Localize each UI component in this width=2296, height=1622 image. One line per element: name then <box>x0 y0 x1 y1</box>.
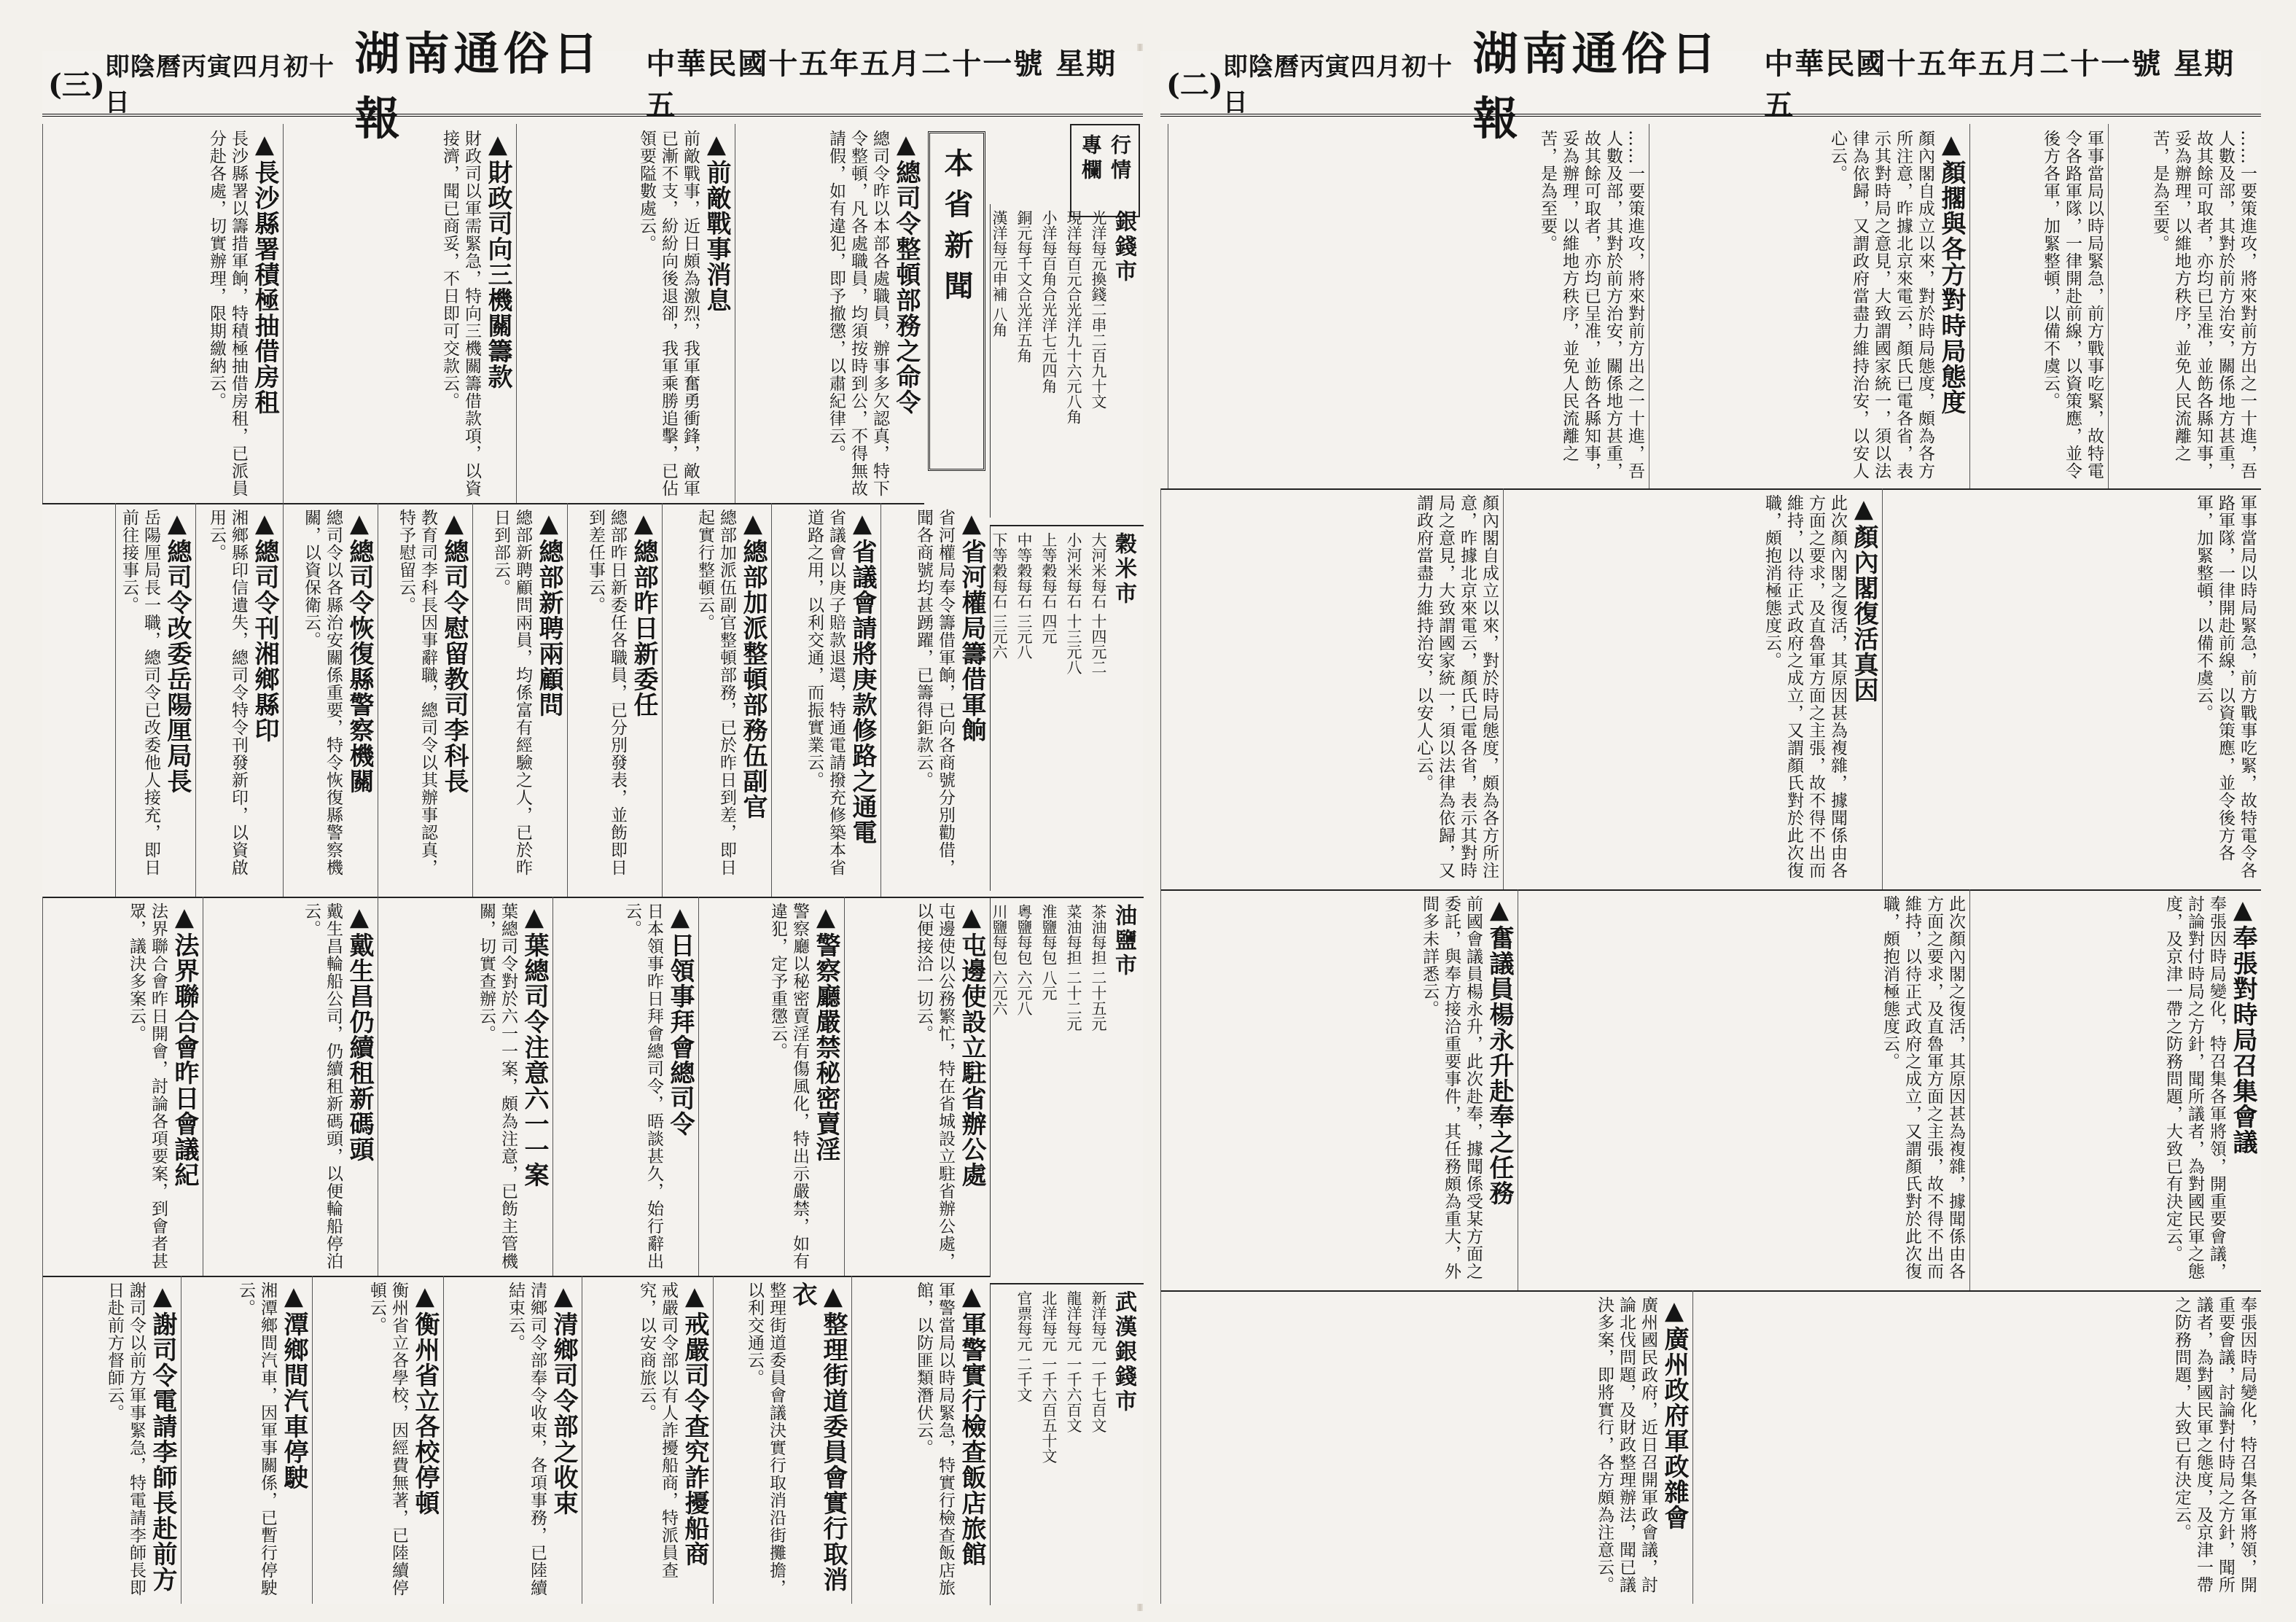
article-headline: ▲總司令恢復縣警察機關 <box>345 509 374 794</box>
article-column <box>1649 124 1969 488</box>
article-column <box>312 1276 443 1604</box>
article-text: 顏內閣自成立以來，對於時局態度，頗為各方所注意，昨據北京來電云，顏氏已電各省，表示其對時局之意見，大致謂國家統一，須以法律為依歸，又謂政府當盡力維持治安，以安人心云。 <box>1414 494 1499 879</box>
article-headline: ▲前敵戰事消息 <box>702 130 731 313</box>
article-column <box>1503 488 1882 889</box>
article-column <box>42 124 283 503</box>
article-text: 奉張因時局變化，特召集各軍將領，開重要會議，討論對付時局之方針，聞所議者，為對國民軍之態度，及京津一帶之防務問題，大致已有決定云。 <box>2163 895 2226 1280</box>
article-text: 軍事當局以時局緊急，前方戰事吃緊，故特電令各路軍隊，一律開赴前線，以資策應，並令後方各軍，加緊整頓，以備不虞云。 <box>2194 494 2257 879</box>
article-column <box>443 1276 582 1604</box>
market-row: 菜油每担 二十二元 <box>1065 904 1082 1032</box>
article-column <box>1969 124 2108 488</box>
silver-market <box>990 204 1144 518</box>
article-headline: ▲總司令改委岳陽厘局長 <box>163 509 192 794</box>
article-headline: ▲顏內閣復活真因 <box>1849 494 1878 703</box>
article-text: 總司令以各縣治安關係重要，特令恢復縣警察機關，以資保衛云。 <box>302 509 343 876</box>
article-text: 軍警當局以時局緊急，特實行檢查飯店旅館，以防匪類潛伏云。 <box>914 1282 955 1596</box>
news-band-top <box>42 124 924 504</box>
article-text: 總部新聘顧問兩員，均係富有經驗之人，已於昨日到部云。 <box>491 509 532 876</box>
article-text: 屯邊使以公務繁忙，特在省城設立駐省辦公處，以便接洽一切云。 <box>914 902 955 1270</box>
article-text: 教育司李科長因事辭職，總司令以其辦事認真，特予慰留云。 <box>397 509 437 876</box>
market-row: 粵鹽每包 六元八 <box>1015 904 1033 1016</box>
article-column <box>735 124 924 503</box>
article-text: 總司令昨以本部各處職員，辦事多欠認真，特下令整頓，凡各處職員，均須按時到公，不得無故請假，如有違犯，即予撤懲，以肅紀律云。 <box>827 130 889 497</box>
article-column <box>516 124 735 503</box>
article-column <box>1168 124 1649 488</box>
article-headline: ▲廣州政府軍政雜會 <box>1660 1296 1689 1530</box>
oil-salt-market <box>990 897 1144 1277</box>
article-text: 前敵戰事，近日頗為激烈，我軍奮勇衝鋒，敵軍已漸不支，紛紛向後退卻，我軍乘勝追擊，已佔領要隘數處云。 <box>637 130 700 497</box>
news-band-second <box>42 503 990 898</box>
article-headline: ▲謝司令電請李師長赴前方 <box>148 1282 177 1592</box>
article-column <box>472 503 567 897</box>
article-column <box>713 1276 851 1604</box>
article-text: 總部加派伍副官整頓部務，已於昨日到差，即日起實行整頓云。 <box>695 509 736 876</box>
page-three-body <box>42 124 1143 1604</box>
article-column <box>662 503 771 897</box>
market-title: 武漢銀錢市 <box>1111 1290 1136 1414</box>
page-two <box>1160 27 2261 1604</box>
article-column <box>115 503 195 897</box>
page-three <box>42 27 1143 1604</box>
article-column <box>378 897 552 1276</box>
article-column <box>1160 1290 1692 1604</box>
market-title: 銀錢市 <box>1111 210 1136 284</box>
article-column <box>1882 488 2261 889</box>
article-column <box>283 124 516 503</box>
article-column <box>42 1276 181 1604</box>
news-band-third <box>42 897 990 1277</box>
market-row: 淮鹽每包 八元 <box>1040 904 1058 1001</box>
article-text: 湘潭鄉間汽車，因軍事關係，已暫行停駛云。 <box>236 1282 277 1596</box>
article-headline: ▲奮議員楊永升赴奉之任務 <box>1485 895 1514 1206</box>
article-column <box>283 503 378 897</box>
market-row: 大河米每石 十四元二 <box>1090 532 1107 675</box>
market-row: 新洋每元 一千七百文 <box>1090 1290 1107 1433</box>
article-text: ……一要策進攻，將來對前方出之一十進，吾人數及部，其對於前方治安，關係地方甚重，故其餘可取者，亦均已呈准，並飭各縣知事，妥為辦理，以維地方秩序，並免人民流離之苦，是為至要。 <box>1538 130 1644 480</box>
article-text: 廣州國民政府，近日召開軍政會議，討論北伐問題，及財政整理辦法，聞已議決多案，即將實行，各方頗為注意云。 <box>1595 1296 1657 1594</box>
lunar-date: 即陰曆丙寅四月初十日 <box>1222 52 1453 117</box>
market-row: 龍洋每元 一千六百文 <box>1065 1290 1082 1433</box>
article-text: 奉張因時局變化，特召集各軍將領，開重要會議，討論對付時局之方針，聞所議者，為對國民軍之態度，及京津一帶之防務問題，大致已有決定云。 <box>2172 1296 2257 1594</box>
article-text: 法界聯合會昨日開會，討論各項要案，到會者甚眾，議決多案云。 <box>127 902 168 1270</box>
gregorian-date: 中華民國十五年五月二十一號 星期五 <box>646 47 1117 122</box>
article-headline: ▲總部昨日新委任 <box>629 509 658 717</box>
paper-name: 湖南通俗日報 <box>1472 27 1721 145</box>
article-column <box>1692 1290 2261 1604</box>
article-headline: ▲長沙縣署積極抽借房租 <box>250 130 279 415</box>
article-headline: ▲衡州省立各校停頓 <box>410 1282 440 1516</box>
local-news-area <box>42 124 990 1604</box>
market-row: 中等穀每石 三元八 <box>1015 532 1033 660</box>
article-text: 長沙縣署以籌措軍餉，特積極抽借房租，已派員分赴各處，切實辦理，限期繳納云。 <box>207 130 248 497</box>
masthead-page-three <box>42 27 1143 145</box>
band-top <box>1160 124 2261 490</box>
market-row: 小河米每石 十三元八 <box>1065 532 1082 675</box>
article-text: ……一要策進攻，將來對前方出之一十進，吾人數及部，其對於前方治安，關係地方甚重，故其餘可取者，亦均已呈准，並飭各縣知事，妥為辦理，以維地方秩序，並免人民流離之苦，是為至要。 <box>2150 130 2257 480</box>
market-row: 光洋每元換錢二串二百九十文 <box>1090 210 1107 409</box>
market-row: 北洋每元 一千六百五十文 <box>1040 1290 1058 1464</box>
article-headline: ▲屯邊使設立駐省辦公處 <box>957 902 986 1188</box>
article-headline: ▲總部新聘兩顧問 <box>534 509 563 717</box>
article-text: 此次顏內閣之復活，其原因甚為複雜，據聞係由各方面之要求，及直魯軍方面之主張，故不得不出而維持，以待正式政府之成立，又謂顏氏對於此次復職，頗抱消極態度云。 <box>1881 895 1965 1280</box>
article-headline: ▲清鄉司令部之收束 <box>549 1282 578 1516</box>
article-text: 財政司以軍需緊急，特向三機關籌借款項，以資接濟，聞已商妥，不日即可交款云。 <box>440 130 481 497</box>
article-headline: ▲總司令慰留教司李科長 <box>440 509 469 794</box>
article-column <box>195 503 283 897</box>
article-text: 湘鄉縣印信遺失，總司令特令刊發新印，以資啟用云。 <box>207 509 248 876</box>
page-number: (三) <box>48 67 105 102</box>
article-column <box>2108 124 2261 488</box>
rice-market <box>990 525 1144 891</box>
article-text: 衡州省立各學校，因經費無著，已陸續停頓云。 <box>367 1282 408 1596</box>
article-headline: ▲財政司向三機關籌款 <box>483 130 512 389</box>
article-column <box>851 1276 990 1604</box>
article-text: 總部昨日新委任各職員，已分別發表，並飭即日到差任事云。 <box>586 509 627 876</box>
article-headline: ▲葉總司令注意六一一案 <box>520 902 549 1188</box>
article-column <box>42 897 203 1276</box>
band-third <box>1160 889 2261 1292</box>
article-headline: ▲警察廳嚴禁秘密賣淫 <box>811 902 840 1162</box>
article-headline: ▲日領事拜會總司令 <box>665 902 695 1136</box>
market-row: 川鹽每包 六元六 <box>991 904 1008 1016</box>
article-text: 省議會以庚子賠款退還，特通電請撥充修築本省道路之用，以利交通，而振實業云。 <box>805 509 846 876</box>
article-column <box>698 897 844 1276</box>
article-headline: ▲軍警實行檢查飯店旅館 <box>957 1282 986 1567</box>
article-headline: ▲奉張對時局召集會議 <box>2228 895 2257 1155</box>
article-text: 顏內閣自成立以來，對於時局態度，頗為各方所注意，昨據北京來電云，顏氏已電各省，表示其對時局之意見，大致謂國家統一，須以法律為依歸，又謂政府當盡力維持治安，以安人心云。 <box>1828 130 1934 480</box>
article-text: 日本領事昨日拜會總司令，晤談甚久，始行辭出云。 <box>622 902 663 1270</box>
article-headline: ▲省河權局籌借軍餉 <box>957 509 986 743</box>
article-headline: ▲總司令刊湘鄉縣印 <box>250 509 279 743</box>
article-column <box>1160 889 1518 1290</box>
article-text: 戴生昌輪船公司，仍續租新碼頭，以便輪船停泊云。 <box>302 902 343 1270</box>
band-second <box>1160 488 2261 891</box>
article-column <box>771 503 880 897</box>
article-headline: ▲整理街道委員會實行取消衣 <box>788 1282 848 1592</box>
article-text: 此次顏內閣之復活，其原因甚為複雜，據聞係由各方面之要求，及直魯軍方面之主張，故不得不出而維持，以待正式政府之成立，又謂顏氏對於此次復職，頗抱消極態度云。 <box>1762 494 1847 879</box>
article-text: 戒嚴司令部以有人詐擾船商，特派員查究，以安商旅云。 <box>637 1282 678 1579</box>
article-headline: ▲戴生昌仍續租新碼頭 <box>345 902 374 1162</box>
article-headline: ▲法界聯合會昨日會議紀 <box>170 902 199 1188</box>
market-row: 茶油每担 二十五元 <box>1090 904 1107 1032</box>
article-text: 清鄉司令部奉令收束，各項事務，已陸續結束云。 <box>506 1282 547 1596</box>
news-band-bottom <box>42 1276 990 1604</box>
article-column <box>880 503 990 897</box>
article-headline: ▲顏擱與各方對時局態度 <box>1937 130 1966 415</box>
lunar-date: 即陰曆丙寅四月初十日 <box>104 52 335 117</box>
article-headline: ▲總部加派整頓部務伍副官 <box>738 509 768 819</box>
article-column <box>567 503 662 897</box>
article-headline: ▲省議會請將庚款修路之通電 <box>848 509 877 845</box>
local-news-label: 本省新聞 <box>928 131 985 471</box>
wuhan-silver-market <box>990 1283 1144 1605</box>
market-row: 官票每元 二千文 <box>1015 1290 1033 1403</box>
market-title: 油鹽市 <box>1111 904 1136 978</box>
market-row: 小洋每百角合光洋七元四角 <box>1040 210 1058 394</box>
article-text: 省河權局奉令籌借軍餉，已向各商號分別勸借，聞各商號均甚踴躍，已籌得鉅款云。 <box>914 509 955 876</box>
market-row: 現洋每百元合光洋九十六元八角 <box>1065 210 1082 424</box>
article-column <box>582 1276 713 1604</box>
article-text: 軍事當局以時局緊急，前方戰事吃緊，故特電令各路軍隊，一律開赴前線，以資策應，並令後方各軍，加緊整頓，以備不虞云。 <box>2041 130 2104 480</box>
article-text: 岳陽厘局長一職，總司令已改委他人接充，即日前往接事云。 <box>120 509 160 876</box>
page-two-body <box>1160 124 2261 1604</box>
article-text: 整理街道委員會議決實行取消沿街攤擔，以利交通云。 <box>745 1282 786 1596</box>
article-text: 前國會議員楊永升，此次赴奉，據聞係受某方面之委託，與奉方接洽重要事件，其任務頗為重大，外間多未詳悉云。 <box>1420 895 1483 1280</box>
page-number: (二) <box>1166 67 1223 102</box>
article-column <box>1969 889 2261 1290</box>
market-index-label: 行情專欄 <box>1070 124 1140 217</box>
article-column <box>181 1276 312 1604</box>
article-text: 警察廳以秘密賣淫有傷風化，特出示嚴禁，如有違犯，定予重懲云。 <box>768 902 809 1270</box>
article-column <box>203 897 378 1276</box>
article-column <box>1160 488 1503 889</box>
article-column <box>552 897 698 1276</box>
market-row: 銅元每千文合光洋五角 <box>1015 210 1033 363</box>
gregorian-date: 中華民國十五年五月二十一號 星期五 <box>1764 47 2236 122</box>
market-row: 下等穀每石 三元六 <box>991 532 1008 660</box>
article-headline: ▲總司令整頓部務之命令 <box>891 130 921 415</box>
article-column <box>378 503 472 897</box>
article-headline: ▲潭鄉間汽車停駛 <box>279 1282 308 1490</box>
masthead-page-two <box>1160 27 2261 145</box>
article-text: 葉總司令對於六一一案，頗為注意，已飭主管機關，切實查辦云。 <box>477 902 518 1270</box>
article-column <box>844 897 990 1276</box>
band-bottom <box>1160 1290 2261 1604</box>
article-text: 謝司令以前方軍事緊急，特電請李師長即日赴前方督師云。 <box>105 1282 146 1596</box>
market-row: 漢洋每元申補 八角 <box>991 210 1008 338</box>
article-column <box>1518 889 1969 1290</box>
paper-name: 湖南通俗日報 <box>354 27 603 145</box>
market-row: 上等穀每石 四元 <box>1040 532 1058 644</box>
market-title: 穀米市 <box>1111 532 1136 607</box>
article-headline: ▲戒嚴司令查究詐擾船商 <box>680 1282 709 1567</box>
